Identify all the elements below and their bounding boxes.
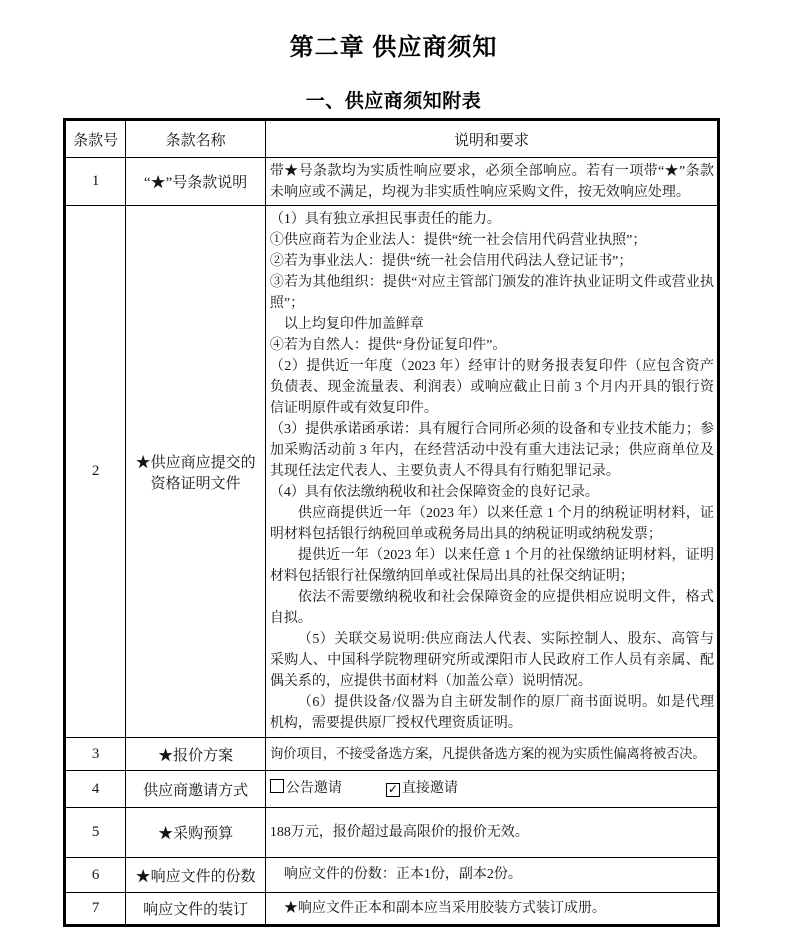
col-header-clause-name: 条款名称 xyxy=(126,120,266,158)
clause-paragraph: 以上均复印件加盖鲜章 xyxy=(283,317,424,332)
clause-name-cell: “★”号条款说明 xyxy=(126,158,266,206)
clause-no-cell: 5 xyxy=(65,808,126,858)
table-row-5 xyxy=(65,808,719,858)
col-header-description: 说明和要求 xyxy=(265,120,718,158)
clause-paragraph: ②若为事业法人：提供“统一社会信用代码法人登记证书”； xyxy=(269,254,633,269)
table-row-1 xyxy=(65,158,719,206)
clause-desc-cell xyxy=(265,771,718,808)
clause-paragraph: ④若为自然人：提供“身份证复印件”。 xyxy=(269,338,507,353)
unchecked-checkbox-icon xyxy=(270,779,284,793)
section-title: 一、供应商须知附表 xyxy=(305,91,482,112)
clause-no-cell: 4 xyxy=(65,771,126,808)
clause-no-cell: 6 xyxy=(65,858,126,893)
invitation-option-direct xyxy=(386,781,458,796)
clause-desc-cell: ★响应文件正本和副本应当采用胶装方式装订成册。 xyxy=(265,893,718,926)
clause-paragraph: 供应商提供近一年（2023 年）以来任意 1 个月的纳税证明材料，证明材料包括银行纳税回单或税务局出具的纳税证明或纳税发票； xyxy=(269,506,714,542)
clause-desc-cell xyxy=(265,206,718,738)
clause-paragraph: （1）具有独立承担民事责任的能力。 xyxy=(269,212,501,227)
clause-name-cell: ★采购预算 xyxy=(126,808,266,858)
clause-paragraph: （2）提供近一年度（2023 年）经审计的财务报表复印件（应包含资产负债表、现金流量表、利润表）或响应截止日前 3 个月内开具的银行资信证明原件或有效复印件。 xyxy=(269,359,714,416)
clause-paragraph: ①供应商若为企业法人：提供“统一社会信用代码营业执照”； xyxy=(269,233,647,248)
table-row-7 xyxy=(65,893,719,926)
clause-name-cell: 供应商邀请方式 xyxy=(126,771,266,808)
clause-paragraph: 依法不需要缴纳税收和社会保障资金的应提供相应说明文件，格式自拟。 xyxy=(269,590,714,626)
clause-paragraph: （3）提供承诺函承诺：具有履行合同所必须的设备和专业技术能力；参加采购活动前 3 年内，在经营活动中没有重大违法记录；供应商单位及其现任法定代表人、主要负责人不得具有行贿犯罪记录。 xyxy=(269,422,714,479)
option-label: 直接邀请 xyxy=(401,781,458,796)
clause-name-cell: ★响应文件的份数 xyxy=(126,858,266,893)
table-row-3 xyxy=(65,738,719,771)
clause-name-cell: ★报价方案 xyxy=(126,738,266,771)
clause-paragraph: （6）提供设备/仪器为自主研发制作的原厂商书面说明。如是代理机构，需要提供原厂授权代理资质证明。 xyxy=(269,695,714,731)
clause-desc-cell: 询价项目，不接受备选方案，凡提供备选方案的视为实质性偏离将被否决。 xyxy=(265,738,718,771)
col-header-clause-no: 条款号 xyxy=(65,120,126,158)
clause-no-cell: 1 xyxy=(65,158,126,206)
clause-name-cell: 响应文件的装订 xyxy=(126,893,266,926)
chapter-title: 第二章 供应商须知 xyxy=(289,34,498,61)
table-row-4 xyxy=(65,771,719,808)
clause-desc-cell: 带★号条款均为实质性响应要求，必须全部响应。若有一项带“★”条款未响应或不满足，均视为非实质性响应采购文件，按无效响应处理。 xyxy=(265,158,718,206)
checked-checkbox-icon: ✓ xyxy=(387,782,398,796)
clause-desc-cell: 188万元，报价超过最高限价的报价无效。 xyxy=(265,808,718,858)
clause-no-cell: 2 xyxy=(65,206,126,738)
table-row-6 xyxy=(65,858,719,893)
table-row-2 xyxy=(65,206,719,738)
clause-desc-cell: 响应文件的份数：正本1份，副本2份。 xyxy=(265,858,718,893)
supplier-notice-table xyxy=(63,118,720,927)
clause-no-cell: 3 xyxy=(65,738,126,771)
table-header-row xyxy=(65,120,719,158)
clause-paragraph: （5）关联交易说明:供应商法人代表、实际控制人、股东、高管与采购人、中国科学院物理研究所或溧阳市人民政府工作人员有亲属、配偶关系的，应提供书面材料（加盖公章）说明情况。 xyxy=(269,632,714,689)
clause-no-cell: 7 xyxy=(65,893,126,926)
invitation-option-public xyxy=(270,781,342,796)
clause-paragraph: 提供近一年（2023 年）以来任意 1 个月的社保缴纳证明材料，证明材料包括银行社保缴纳回单或社保局出具的社保交纳证明； xyxy=(269,548,714,584)
clause-paragraph: ③若为其他组织：提供“对应主管部门颁发的准许执业证明文件或营业执照”； xyxy=(269,275,714,311)
clause-paragraph: （4）具有依法缴纳税收和社会保障资金的良好记录。 xyxy=(269,485,599,500)
clause-name-cell: ★供应商应提交的资格证明文件 xyxy=(126,206,266,738)
option-label: 公告邀请 xyxy=(285,781,342,796)
